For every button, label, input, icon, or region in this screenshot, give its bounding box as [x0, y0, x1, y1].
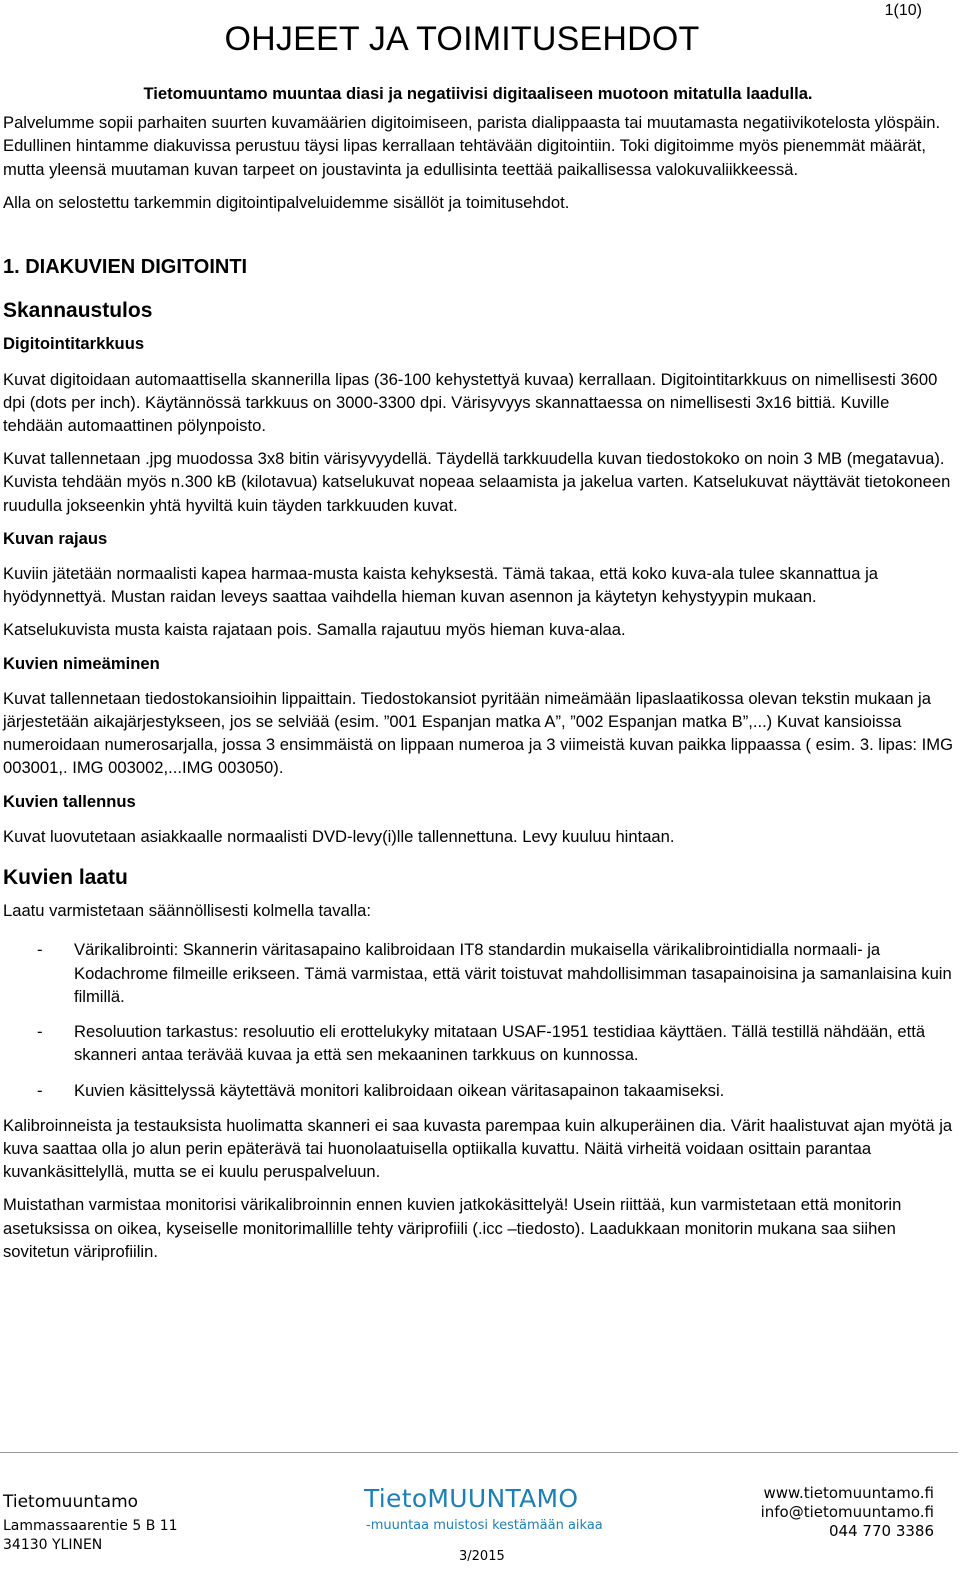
postal-address: 34130 YLINEN [3, 1537, 103, 1553]
heading-cropping: Kuvan rajaus [3, 528, 108, 548]
document-date: 3/2015 [459, 1549, 505, 1564]
list-item: - Resoluution tarkastus: resoluutio eli erottelukyky mitataan USAF-1951 testidiaa käyttäen. Tällä testillä nähdään, että skanneri antaa terävää kuvaa ja että sen mekaaninen tarkkuus on kunnossa. [3, 1020, 953, 1066]
list-item: - Kuvien käsittelyssä käytettävä monitori kalibroidaan oikean väritasapainon takaamiseksi. [3, 1079, 953, 1102]
monitor-paragraph: Muistathan varmistaa monitorisi värikalibroinnin ennen kuvien jatkokäsittelyä! Usein riittää, kun varmistetaan että monitorin asetuksissa on oikea, kyseiselle monitorimallille tehty väriprofiili (.icc –tiedosto). Laadukkaan monitorin mukana saa siihen sovitetun väriprofiilin. [3, 1195, 902, 1261]
quality-list [3, 938, 953, 1101]
heading-naming: Kuvien nimeäminen [3, 653, 160, 673]
website-link[interactable]: www.tietomuuntamo.fi [763, 1484, 934, 1502]
subsection-heading-scan-result: Skannaustulos [3, 299, 153, 323]
company-logo [364, 1484, 604, 1533]
phone-number: 044 770 3386 [829, 1522, 934, 1540]
intro-paragraph: Palvelumme sopii parhaiten suurten kuvamäärien digitoimiseen, parista dialippaasta tai muutamasta negatiivikotelosta ylöspäin. Edullinen hintamme diakuvissa perustuu täysi lipas kerrallaan tehtävään digitointiin. Toki digitoimme myös pienemmät määrät, mutta yleensä muutaman kuvan tarpeet on joustavinta ja edullisinta teettää paikallisessa valokuvaliikkeessä. [3, 113, 941, 179]
footer-address [3, 1492, 178, 1555]
document-body [3, 82, 953, 1263]
email-link[interactable]: info@tietomuuntamo.fi [760, 1503, 934, 1521]
logo-slogan: -muuntaa muistosi kestämään aikaa [366, 1518, 603, 1533]
lead-text: Tietomuuntamo muuntaa diasi ja negatiivisi digitaaliseen muotoon mitatulla laadulla. [143, 84, 813, 103]
subsection-heading-quality: Kuvien laatu [3, 866, 128, 890]
document-title: OHJEET JA TOIMITUSEHDOT [224, 20, 700, 58]
company-name: Tietomuuntamo [3, 1492, 139, 1512]
heading-accuracy: Digitointitarkkuus [3, 334, 145, 354]
page-number: 1(10) [884, 2, 922, 19]
heading-storage: Kuvien tallennus [3, 791, 136, 811]
naming-paragraph: Kuvat tallennetaan tiedostokansioihin lippaittain. Tiedostokansiot pyritään nimeämään lipaslaatikossa olevan tekstin mukaan ja järjestetään aikajärjestykseen, jos se selviää (esim. ”001 Espanjan matka A”, ”002 Espanjan matka B”,...) Kuvat kansioissa numeroidaan numerosarjalla, jossa 3 ensimmäistä on lippaan numeroa ja 3 viimeistä kuvan paikka lippaassa ( esim. 3. lipas: IMG 003001,. IMG 003002,...IMG 003050). [3, 688, 953, 778]
cropping-paragraph: Kuviin jätetään normaalisti kapea harmaa-musta kaista kehyksestä. Tämä takaa, että koko kuva-ala tulee skannattua ja hyödynnettyä. Mustan raidan leveys saattaa vaihdella hieman kuvan asennon ja käytetyn kehystyypin mukaan. [3, 564, 879, 607]
quality-intro: Laatu varmistetaan säännöllisesti kolmella tavalla: [3, 901, 372, 921]
cropping-note: Katselukuvista musta kaista rajataan pois. Samalla rajautuu myös hieman kuva-alaa. [3, 620, 626, 640]
footer-contact [761, 1484, 934, 1541]
footer-divider [0, 1452, 958, 1453]
calibration-paragraph: Kalibroinneista ja testauksista huolimatta skanneri ei saa kuvasta parempaa kuin alkuperäinen dia. Värit haalistuvat ajan myötä ja kuva saattaa olla jo alun perin epäterävä tai huonolaatuisella optiikalla kuvattu. Näitä virheitä voidaan osittain parantaa kuvankäsittelyllä, mutta se ei kuulu peruspalveluun. [3, 1115, 953, 1182]
logo-name: TietoMUUNTAMO [364, 1484, 579, 1513]
storage-paragraph: Kuvat luovutetaan asiakkaalle normaalisti DVD-levy(i)lle tallennettuna. Levy kuuluu hintaan. [3, 826, 675, 846]
street-address: Lammassaarentie 5 B 11 [3, 1518, 178, 1534]
accuracy-paragraph: Kuvat digitoidaan automaattisella skannerilla lipas (36-100 kehystettyä kuvaa) kerrallaan. Digitointitarkkuus on nimellisesti 3600 dpi (dots per inch). Käytännössä tarkkuus on 3000-3300 dpi. Värisyvyys skannattaessa on nimellisesti 3x16 bittiä. Kuville tehdään automaattinen pölynpoisto. [3, 369, 938, 436]
section-heading: 1. DIAKUVIEN DIGITOINTI [3, 256, 248, 279]
file-format-paragraph: Kuvat tallennetaan .jpg muodossa 3x8 bitin värisyvyydellä. Täydellä tarkkuudella kuvan tiedostokoko on noin 3 MB (megatavua). Kuvista tehdään myös n.300 kB (kilotavua) katselukuvat nopeaa selaamista ja jakelua varten. Katselukuvat näyttävät tietokoneen ruudulla jokseenkin yhtä hyviltä kuin täyden tarkkuuden kuvat. [3, 449, 951, 515]
intro-note: Alla on selostettu tarkemmin digitointipalveluidemme sisällöt ja toimitusehdot. [3, 192, 570, 212]
list-item: - Värikalibrointi: Skannerin väritasapaino kalibroidaan IT8 standardin mukaisella värikalibrointidialla normaali- ja Kodachrome filmeille erikseen. Tämä varmistaa, että värit toistuvat mahdollisimman tasapainoisina ja samanlaisina kuin filmillä. [3, 938, 953, 1008]
